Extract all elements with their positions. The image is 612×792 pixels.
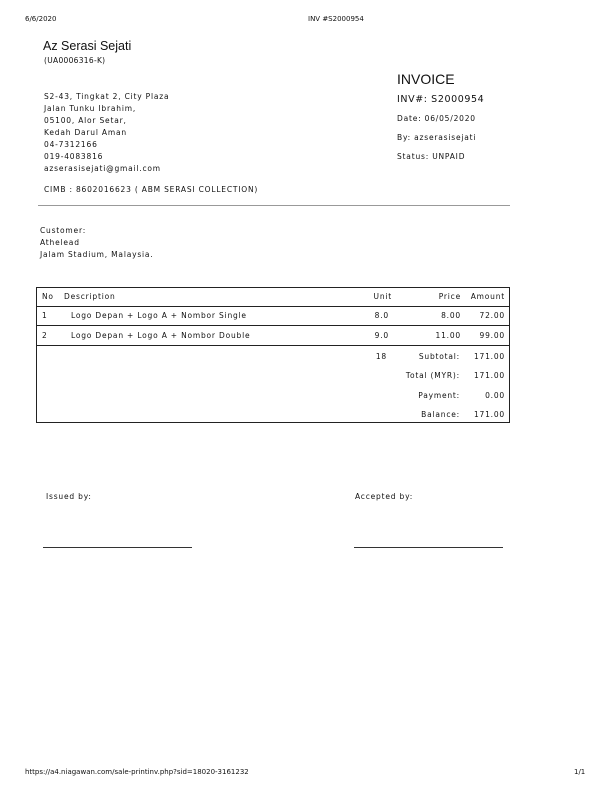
address-line: S2-43, Tingkat 2, City Plaza bbox=[44, 92, 170, 101]
header-unit: Unit bbox=[373, 292, 392, 301]
customer-address: Jalam Stadium, Malaysia. bbox=[40, 250, 154, 259]
address-line: Jalan Tunku Ibrahim, bbox=[44, 104, 137, 113]
invoice-status: Status: UNPAID bbox=[397, 152, 466, 161]
total-units: 18 bbox=[375, 352, 387, 361]
print-title: INV #S2000954 bbox=[308, 15, 364, 23]
subtotal-value: 171.00 bbox=[473, 352, 505, 361]
payment-label: Payment: bbox=[418, 391, 460, 400]
row-no: 1 bbox=[42, 311, 48, 320]
table-header bbox=[37, 288, 509, 307]
header-amount: Amount bbox=[470, 292, 505, 301]
total-value: 171.00 bbox=[473, 371, 505, 380]
row-amount: 99.00 bbox=[479, 331, 505, 340]
customer-name: Athelead bbox=[40, 238, 80, 247]
invoice-heading: INVOICE bbox=[397, 71, 455, 87]
row-no: 2 bbox=[42, 331, 48, 340]
header-description: Description bbox=[64, 292, 116, 301]
items-table bbox=[36, 287, 510, 423]
table-row bbox=[37, 306, 509, 326]
company-mobile: 019-4083816 bbox=[44, 152, 104, 161]
row-description: Logo Depan + Logo A + Nombor Single bbox=[71, 311, 247, 320]
balance-label: Balance: bbox=[421, 410, 460, 419]
header-price: Price bbox=[438, 292, 461, 301]
row-amount: 72.00 bbox=[479, 311, 505, 320]
page-number: 1/1 bbox=[574, 768, 586, 776]
invoice-date: Date: 06/05/2020 bbox=[397, 114, 476, 123]
total-label: Total (MYR): bbox=[405, 371, 460, 380]
accepted-signature-line bbox=[354, 547, 503, 548]
payment-value: 0.00 bbox=[485, 391, 505, 400]
bank-details: CIMB : 8602016623 ( ABM SERASI COLLECTION) bbox=[44, 185, 259, 194]
balance-value: 171.00 bbox=[473, 410, 505, 419]
header-no: No bbox=[42, 292, 54, 301]
table-row bbox=[37, 326, 509, 346]
issued-by-label: Issued by: bbox=[46, 492, 92, 501]
company-registration: (UA0006316-K) bbox=[44, 56, 106, 65]
company-address bbox=[44, 91, 169, 175]
issued-signature-line bbox=[43, 547, 192, 548]
company-phone: 04-7312166 bbox=[44, 140, 98, 149]
customer-block bbox=[40, 225, 154, 261]
invoice-number: INV#: S2000954 bbox=[397, 94, 485, 105]
print-date: 6/6/2020 bbox=[25, 15, 57, 23]
row-unit: 9.0 bbox=[374, 331, 389, 340]
address-line: 05100, Alor Setar, bbox=[44, 116, 127, 125]
row-price: 8.00 bbox=[441, 311, 461, 320]
row-unit: 8.0 bbox=[374, 311, 389, 320]
row-description: Logo Depan + Logo A + Nombor Double bbox=[71, 331, 251, 340]
invoice-by: By: azserasisejati bbox=[397, 133, 477, 142]
customer-label: Customer: bbox=[40, 226, 87, 235]
address-line: Kedah Darul Aman bbox=[44, 128, 127, 137]
company-email: azserasisejati@gmail.com bbox=[44, 164, 161, 173]
print-url: https://a4.niagawan.com/sale-printinv.php?sid=18020-3161232 bbox=[25, 768, 249, 776]
accepted-by-label: Accepted by: bbox=[355, 492, 414, 501]
company-name: Az Serasi Sejati bbox=[43, 39, 132, 53]
row-price: 11.00 bbox=[435, 331, 461, 340]
subtotal-label: Subtotal: bbox=[418, 352, 460, 361]
section-divider bbox=[38, 205, 510, 206]
